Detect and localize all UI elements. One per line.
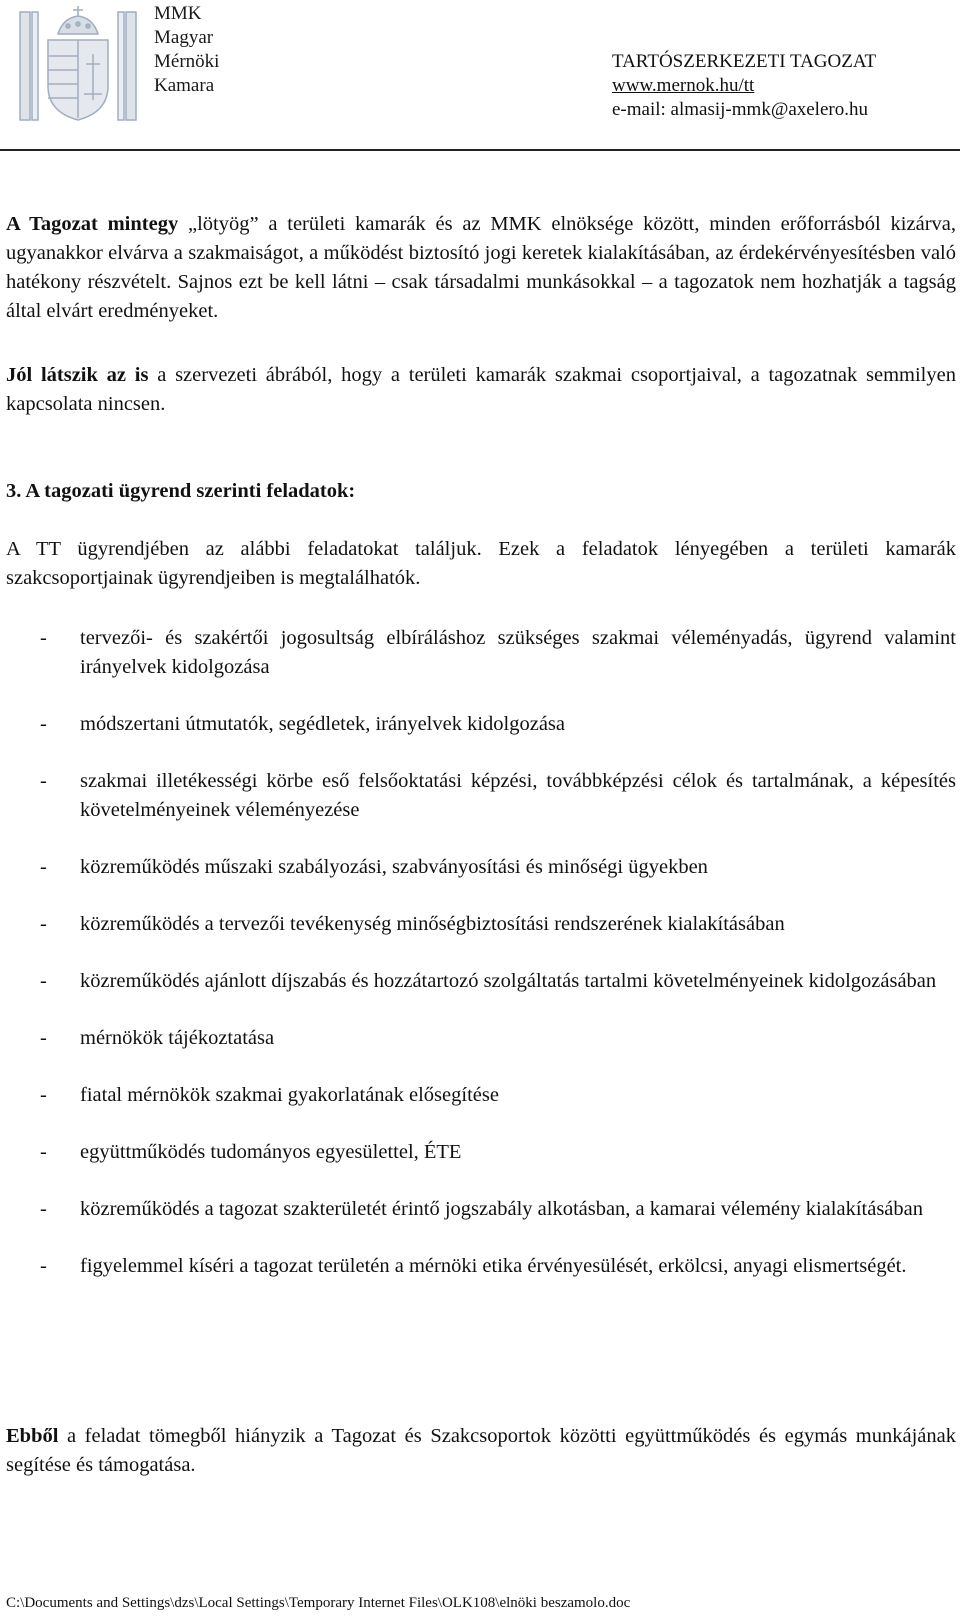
list-item [6,767,956,825]
list-dash: - [40,1027,47,1049]
list-item [6,910,956,939]
header-divider [0,149,960,151]
list-item [6,1081,956,1110]
paragraph-4-lead: Ebből [6,1425,59,1447]
list-dash: - [40,970,47,992]
list-item [6,853,956,882]
list-dash: - [40,770,47,792]
file-path-footer: C:\Documents and Settings\dzs\Local Settings\Temporary Internet Files\OLK108\elnöki beszamolo.doc [6,1595,631,1611]
coat-of-arms-icon [18,4,138,126]
org-line: Mérnöki [154,51,220,72]
section-info [612,50,876,122]
paragraph-2-lead: Jól látszik az is [6,364,149,386]
list-item [6,967,956,996]
list-item-text: közreműködés a tagozat szakterületét érintő jogszabály alkotásban, a kamarai vélemény kialakításában [80,1198,923,1220]
list-item-text: közreműködés ajánlott díjszabás és hozzátartozó szolgáltatás tartalmi követelményeinek kidolgozásában [80,970,937,992]
section-heading: 3. A tagozati ügyrend szerinti feladatok: [6,480,356,502]
org-line: Magyar [154,27,214,48]
task-list [6,624,956,1309]
list-item [6,1024,956,1053]
organization-name [154,2,219,98]
list-item-text: szakmai illetékességi körbe eső felsőoktatási képzési, továbbképzési célok és tartalmának, a képesítés követelményeinek véleményezése [80,770,956,821]
list-dash: - [40,913,47,935]
list-dash: - [40,627,47,649]
list-dash: - [40,713,47,735]
list-item-text: módszertani útmutatók, segédletek, irányelvek kidolgozása [80,713,566,735]
org-line: Kamara [154,75,215,96]
list-dash: - [40,1141,47,1163]
paragraph-4-text: a feladat tömegből hiányzik a Tagozat és Szakcsoportok közötti együttműködés és egymás munkájának segítése és támogatása. [6,1425,956,1476]
paragraph-1-lead: A Tagozat mintegy [6,213,179,235]
list-item [6,624,956,682]
list-item-text: figyelemmel kíséri a tagozat területén a mérnöki etika érvényesülését, erkölcsi, anyagi elismertségét. [80,1255,907,1277]
document-header [0,0,960,152]
section-url-link[interactable]: www.mernok.hu/tt [612,75,755,96]
paragraph-2 [6,361,956,419]
list-item-text: közreműködés a tervezői tevékenység minőségbiztosítási rendszerének kialakításában [80,913,785,935]
section-email: e-mail: almasij-mmk@axelero.hu [612,99,868,120]
paragraph-1-text: „lötyög” a területi kamarák és az MMK elnöksége között, minden erőforrásból kizárva, ugyanakkor elvárva a szakmaiságot, a működést biztosító jogi keretek kialakításában, az érdekérvényesítésben való hatékony részvételt. Sajnos ezt be kell látni – csak társadalmi munkásokkal – a tagozatok nem hozhatják a tagság által elvárt eredményeket. [6,213,956,322]
section-title: TARTÓSZERKEZETI TAGOZAT [612,51,877,72]
list-item [6,1252,956,1281]
list-item-text: tervezői- és szakértői jogosultság elbíráláshoz szükséges szakmai véleményadás, ügyrend valamint irányelvek kidolgozása [80,627,956,678]
list-dash: - [40,1198,47,1220]
paragraph-4 [6,1422,956,1480]
list-dash: - [40,1255,47,1277]
list-item-text: közreműködés műszaki szabályozási, szabványosítási és minőségi ügyekben [80,856,708,878]
list-item [6,1138,956,1167]
list-item-text: mérnökök tájékoztatása [80,1027,275,1049]
org-line: MMK [154,3,202,24]
list-dash: - [40,1084,47,1106]
list-item-text: fiatal mérnökök szakmai gyakorlatának elősegítése [80,1084,499,1106]
list-item-text: együttműködés tudományos egyesülettel, ÉTE [80,1141,462,1163]
paragraph-1 [6,210,956,326]
list-item [6,1195,956,1224]
paragraph-3: A TT ügyrendjében az alábbi feladatokat találjuk. Ezek a feladatok lényegében a területi kamarák szakcsoportjainak ügyrendjeiben is megtalálhatók. [6,538,956,589]
list-item [6,710,956,739]
paragraph-2-text: a szervezeti ábrából, hogy a területi kamarák szakmai csoportjaival, a tagozatnak semmilyen kapcsolata nincsen. [6,364,956,415]
list-dash: - [40,856,47,878]
